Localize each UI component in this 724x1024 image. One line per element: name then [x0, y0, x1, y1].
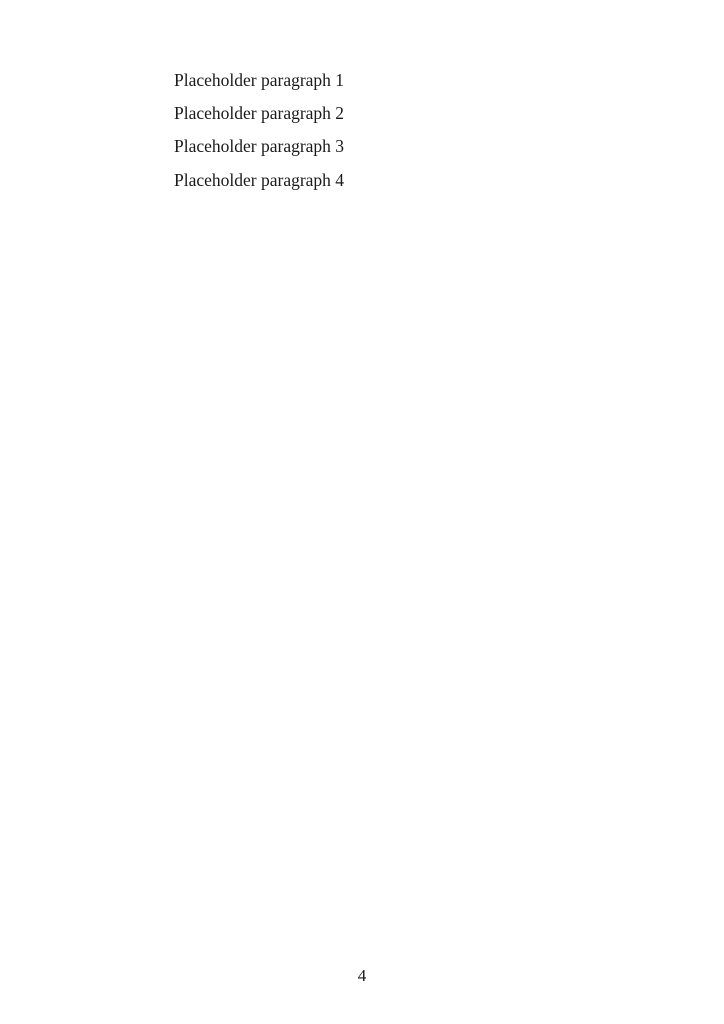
body-text [128, 66, 672, 199]
paragraph-intro-question: Placeholder paragraph 1 [174, 70, 345, 90]
paragraph-european-integration: Placeholder paragraph 2 [174, 103, 345, 124]
paragraph-government-reforms: Placeholder paragraph 3 [174, 136, 345, 157]
page-number: 4 [357, 966, 367, 985]
paragraph-role-of-communities: Placeholder paragraph 4 [174, 169, 345, 190]
